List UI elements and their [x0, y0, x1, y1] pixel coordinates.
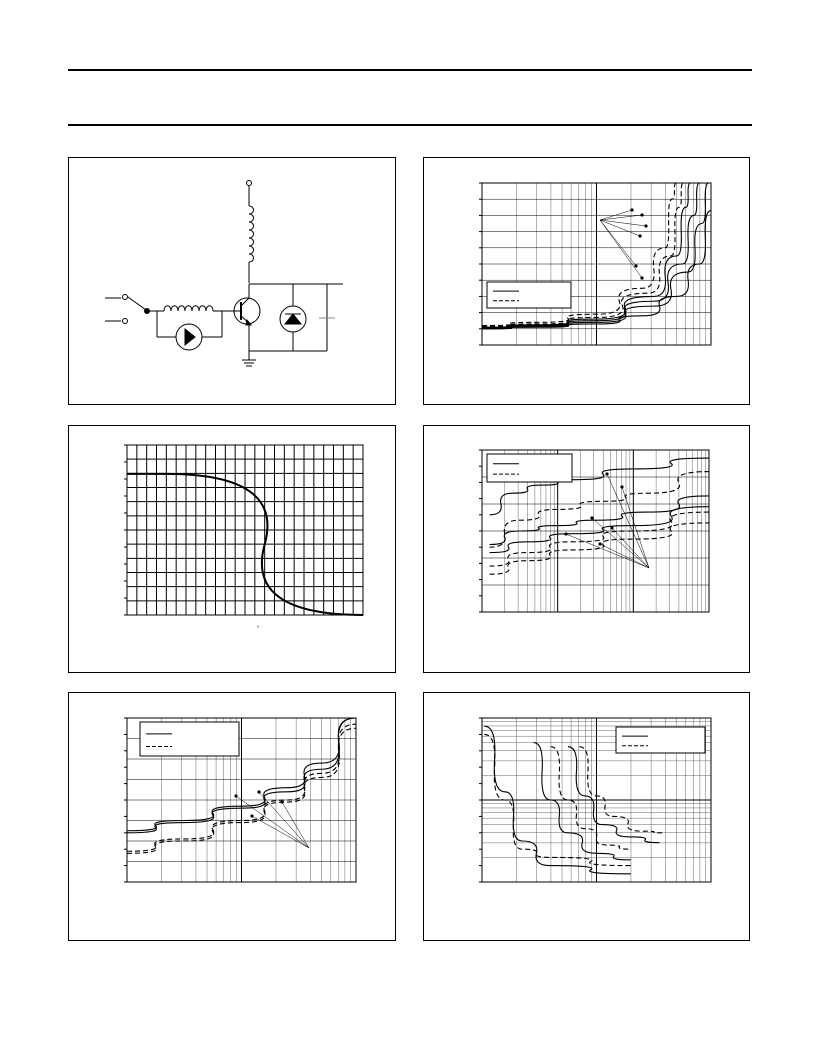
switch-terminal-b [123, 319, 128, 324]
series-line-solid-3 [490, 507, 709, 553]
chart-3 [69, 426, 395, 672]
chart-2 [424, 158, 749, 404]
annotation-leader [600, 220, 642, 278]
switch-blade [128, 297, 146, 310]
figure-6 [423, 692, 750, 941]
annotation-leader [259, 792, 309, 848]
chart-5 [69, 693, 395, 940]
annotation-arrowhead [640, 276, 643, 279]
legend-box [140, 722, 239, 756]
annotation-arrowhead [598, 542, 601, 545]
annotation-arrowhead [564, 532, 567, 535]
annotation-leader [600, 210, 632, 220]
annotation-arrowhead [630, 208, 633, 211]
legend-box [487, 282, 571, 308]
switch-terminal-a [123, 295, 128, 300]
switch-pivot [145, 309, 150, 314]
annotation-leader [600, 544, 649, 568]
annotation-arrowhead [610, 526, 613, 529]
collector-terminal [247, 181, 252, 186]
diode-icon [185, 329, 195, 345]
annotation-arrowhead [634, 264, 637, 267]
figure-5 [68, 692, 396, 941]
clamp-diode-icon [285, 314, 301, 324]
figure-test-circuit [68, 157, 396, 405]
series-line-solid-2 [534, 743, 631, 860]
header-rule-bottom [68, 124, 752, 126]
xaxis-degree-symbol: ° [257, 626, 260, 632]
figure-2 [423, 157, 750, 405]
annotation-arrowhead [590, 516, 593, 519]
annotation-arrowhead [257, 790, 260, 793]
legend-box [487, 454, 572, 482]
annotation-leader [600, 215, 642, 220]
annotation-arrowhead [644, 224, 647, 227]
figure-3 [68, 425, 396, 673]
annotation-arrowhead [638, 234, 641, 237]
figure-4 [423, 425, 750, 673]
annotation-arrowhead [640, 213, 643, 216]
annotation-leader [607, 474, 649, 568]
legend-box [616, 727, 705, 753]
annotation-leader [252, 816, 309, 848]
chart-6 [424, 693, 749, 940]
series-line-dash-3 [579, 747, 665, 833]
base-inductor [164, 306, 213, 311]
annotation-leader [566, 534, 649, 568]
annotation-arrowhead [250, 814, 253, 817]
annotation-arrowhead [620, 485, 623, 488]
header-rule-top [68, 69, 752, 71]
annotation-leader [600, 220, 636, 266]
chart-4 [424, 426, 749, 672]
collector-coil [249, 206, 254, 262]
annotation-arrowhead [280, 800, 283, 803]
annotation-arrowhead [605, 472, 608, 475]
annotation-arrowhead [234, 794, 237, 797]
annotation-leader [612, 528, 649, 568]
circuit-diagram [69, 158, 395, 404]
